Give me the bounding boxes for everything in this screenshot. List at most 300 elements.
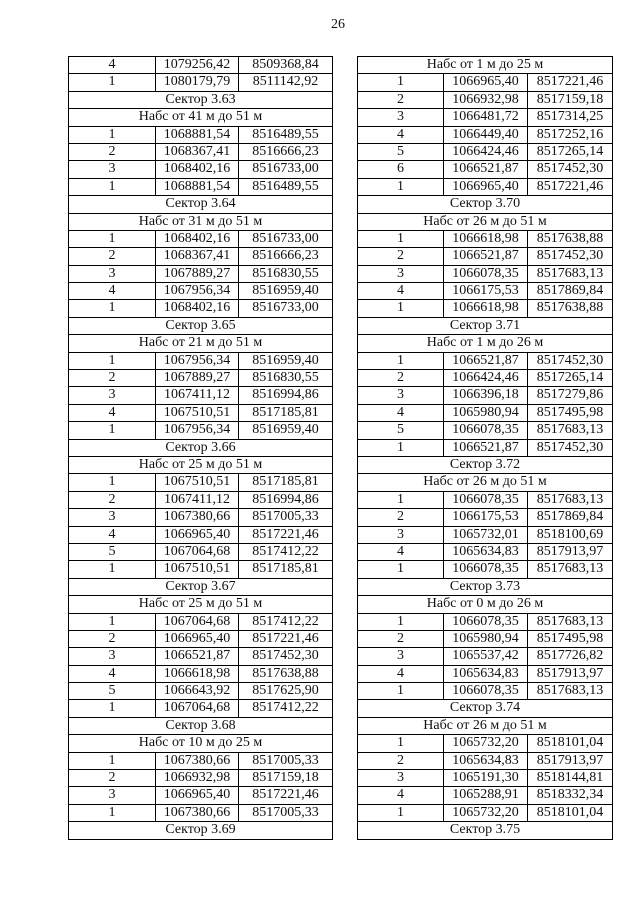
coordinate-row bbox=[69, 805, 333, 822]
point-number: 1 bbox=[358, 179, 444, 196]
point-number: 1 bbox=[358, 683, 444, 700]
coordinate-x-value: 1066078,35 bbox=[444, 422, 528, 439]
coordinate-row bbox=[358, 631, 613, 648]
sector-title-row bbox=[358, 822, 613, 839]
point-number: 1 bbox=[358, 492, 444, 509]
height-range-row bbox=[358, 57, 613, 74]
height-range-row bbox=[69, 735, 333, 752]
coordinate-y-value: 8516489,55 bbox=[239, 179, 333, 196]
point-number: 2 bbox=[358, 509, 444, 526]
coordinate-row bbox=[358, 805, 613, 822]
coordinate-row bbox=[358, 683, 613, 700]
height-range-label: Набс от 31 м до 51 м bbox=[69, 214, 333, 231]
coordinate-x-value: 1066078,35 bbox=[444, 561, 528, 578]
height-range-label: Набс от 0 м до 26 м bbox=[358, 596, 613, 613]
point-number: 4 bbox=[358, 127, 444, 144]
coordinate-row bbox=[358, 266, 613, 283]
point-number: 2 bbox=[69, 370, 156, 387]
coordinate-y-value: 8516959,40 bbox=[239, 422, 333, 439]
point-number: 3 bbox=[69, 787, 156, 804]
coordinate-y-value: 8509368,84 bbox=[239, 57, 333, 74]
coordinate-x-value: 1067889,27 bbox=[156, 266, 239, 283]
coordinate-row bbox=[69, 266, 333, 283]
height-range-row bbox=[358, 335, 613, 352]
coordinate-x-value: 1065634,83 bbox=[444, 753, 528, 770]
coordinate-x-value: 1065634,83 bbox=[444, 544, 528, 561]
point-number: 1 bbox=[69, 700, 156, 717]
coordinate-y-value: 8517683,13 bbox=[528, 614, 613, 631]
coordinate-x-value: 1080179,79 bbox=[156, 74, 239, 91]
coordinate-y-value: 8517913,97 bbox=[528, 544, 613, 561]
point-number: 1 bbox=[358, 440, 444, 457]
point-number: 1 bbox=[358, 231, 444, 248]
coordinate-x-value: 1066175,53 bbox=[444, 509, 528, 526]
coordinate-y-value: 8517913,97 bbox=[528, 666, 613, 683]
point-number: 1 bbox=[69, 805, 156, 822]
coordinate-x-value: 1066424,46 bbox=[444, 370, 528, 387]
coordinate-row bbox=[69, 387, 333, 404]
coordinate-row bbox=[69, 492, 333, 509]
coordinate-x-value: 1068402,16 bbox=[156, 300, 239, 317]
point-number: 1 bbox=[69, 231, 156, 248]
coordinate-row bbox=[69, 370, 333, 387]
coordinate-x-value: 1066449,40 bbox=[444, 127, 528, 144]
point-number: 1 bbox=[358, 805, 444, 822]
sector-title-row bbox=[69, 718, 333, 735]
point-number: 3 bbox=[358, 527, 444, 544]
coordinate-x-value: 1067956,34 bbox=[156, 422, 239, 439]
sector-title-row bbox=[69, 92, 333, 109]
coordinate-y-value: 8517683,13 bbox=[528, 683, 613, 700]
coordinate-x-value: 1067064,68 bbox=[156, 700, 239, 717]
height-range-label: Набс от 26 м до 51 м bbox=[358, 214, 613, 231]
coordinate-x-value: 1067380,66 bbox=[156, 805, 239, 822]
sector-title: Сектор 3.74 bbox=[358, 700, 613, 717]
point-number: 3 bbox=[69, 387, 156, 404]
coordinate-x-value: 1067510,51 bbox=[156, 474, 239, 491]
point-number: 4 bbox=[358, 544, 444, 561]
left-coordinates-table bbox=[68, 56, 333, 840]
coordinate-row bbox=[358, 248, 613, 265]
sector-title-row bbox=[69, 440, 333, 457]
coordinate-x-value: 1068367,41 bbox=[156, 248, 239, 265]
height-range-label: Набс от 25 м до 51 м bbox=[69, 596, 333, 613]
coordinate-row bbox=[69, 283, 333, 300]
coordinate-row bbox=[358, 179, 613, 196]
height-range-row bbox=[358, 474, 613, 491]
point-number: 4 bbox=[69, 666, 156, 683]
coordinate-x-value: 1065980,94 bbox=[444, 631, 528, 648]
coordinate-y-value: 8517005,33 bbox=[239, 753, 333, 770]
coordinate-y-value: 8516959,40 bbox=[239, 353, 333, 370]
coordinate-y-value: 8517221,46 bbox=[239, 787, 333, 804]
coordinate-y-value: 8517005,33 bbox=[239, 509, 333, 526]
coordinate-y-value: 8517412,22 bbox=[239, 544, 333, 561]
point-number: 2 bbox=[358, 248, 444, 265]
coordinate-row bbox=[358, 770, 613, 787]
point-number: 2 bbox=[69, 144, 156, 161]
coordinate-y-value: 8517221,46 bbox=[239, 527, 333, 544]
coordinate-y-value: 8517683,13 bbox=[528, 561, 613, 578]
point-number: 1 bbox=[358, 353, 444, 370]
coordinate-row bbox=[69, 561, 333, 578]
point-number: 2 bbox=[69, 492, 156, 509]
coordinate-y-value: 8517452,30 bbox=[528, 440, 613, 457]
coordinate-y-value: 8517185,81 bbox=[239, 561, 333, 578]
height-range-row bbox=[69, 457, 333, 474]
coordinate-row bbox=[69, 231, 333, 248]
coordinate-y-value: 8517638,88 bbox=[239, 666, 333, 683]
coordinate-y-value: 8517726,82 bbox=[528, 648, 613, 665]
point-number: 1 bbox=[358, 74, 444, 91]
coordinate-row bbox=[358, 353, 613, 370]
coordinate-row bbox=[69, 753, 333, 770]
coordinate-y-value: 8517452,30 bbox=[528, 353, 613, 370]
coordinate-x-value: 1066932,98 bbox=[444, 92, 528, 109]
sector-title: Сектор 3.63 bbox=[69, 92, 333, 109]
coordinate-row bbox=[358, 787, 613, 804]
coordinate-row bbox=[358, 144, 613, 161]
point-number: 2 bbox=[69, 631, 156, 648]
point-number: 1 bbox=[358, 735, 444, 752]
point-number: 1 bbox=[69, 422, 156, 439]
coordinate-x-value: 1065634,83 bbox=[444, 666, 528, 683]
coordinate-x-value: 1066078,35 bbox=[444, 683, 528, 700]
coordinate-y-value: 8516830,55 bbox=[239, 370, 333, 387]
sector-title-row bbox=[69, 196, 333, 213]
point-number: 1 bbox=[69, 753, 156, 770]
coordinate-y-value: 8517638,88 bbox=[528, 231, 613, 248]
coordinate-row bbox=[69, 787, 333, 804]
point-number: 1 bbox=[358, 300, 444, 317]
coordinate-x-value: 1068402,16 bbox=[156, 231, 239, 248]
sector-title: Сектор 3.66 bbox=[69, 440, 333, 457]
point-number: 2 bbox=[358, 753, 444, 770]
coordinate-x-value: 1066521,87 bbox=[156, 648, 239, 665]
height-range-row bbox=[358, 214, 613, 231]
coordinate-x-value: 1066175,53 bbox=[444, 283, 528, 300]
coordinate-y-value: 8517412,22 bbox=[239, 614, 333, 631]
coordinate-y-value: 8517495,98 bbox=[528, 631, 613, 648]
page-number: 26 bbox=[331, 17, 345, 32]
coordinate-y-value: 8517683,13 bbox=[528, 422, 613, 439]
point-number: 4 bbox=[69, 405, 156, 422]
point-number: 4 bbox=[69, 527, 156, 544]
coordinate-row bbox=[358, 231, 613, 248]
point-number: 5 bbox=[69, 544, 156, 561]
coordinate-row bbox=[69, 544, 333, 561]
point-number: 1 bbox=[69, 474, 156, 491]
coordinate-row bbox=[69, 631, 333, 648]
coordinate-row bbox=[358, 161, 613, 178]
height-range-label: Набс от 26 м до 51 м bbox=[358, 718, 613, 735]
coordinate-y-value: 8518101,04 bbox=[528, 805, 613, 822]
sector-title-row bbox=[358, 457, 613, 474]
coordinate-x-value: 1066643,92 bbox=[156, 683, 239, 700]
coordinate-row bbox=[69, 179, 333, 196]
coordinate-row bbox=[69, 614, 333, 631]
coordinate-y-value: 8516994,86 bbox=[239, 387, 333, 404]
coordinate-y-value: 8516733,00 bbox=[239, 231, 333, 248]
coordinate-y-value: 8516830,55 bbox=[239, 266, 333, 283]
coordinate-y-value: 8517221,46 bbox=[528, 179, 613, 196]
point-number: 1 bbox=[69, 74, 156, 91]
coordinate-x-value: 1065732,20 bbox=[444, 735, 528, 752]
coordinate-x-value: 1066521,87 bbox=[444, 440, 528, 457]
coordinate-x-value: 1067380,66 bbox=[156, 509, 239, 526]
coordinate-row bbox=[358, 735, 613, 752]
coordinate-row bbox=[358, 614, 613, 631]
coordinate-row bbox=[358, 561, 613, 578]
point-number: 3 bbox=[358, 387, 444, 404]
coordinate-y-value: 8517185,81 bbox=[239, 405, 333, 422]
coordinate-x-value: 1065537,42 bbox=[444, 648, 528, 665]
coordinate-x-value: 1066078,35 bbox=[444, 266, 528, 283]
coordinate-x-value: 1068881,54 bbox=[156, 127, 239, 144]
coordinate-row bbox=[69, 300, 333, 317]
coordinate-row bbox=[358, 753, 613, 770]
coordinate-x-value: 1068881,54 bbox=[156, 179, 239, 196]
sector-title: Сектор 3.65 bbox=[69, 318, 333, 335]
coordinate-y-value: 8517265,14 bbox=[528, 144, 613, 161]
coordinate-x-value: 1066618,98 bbox=[444, 300, 528, 317]
coordinate-y-value: 8518101,04 bbox=[528, 735, 613, 752]
coordinate-x-value: 1067510,51 bbox=[156, 405, 239, 422]
coordinate-y-value: 8517495,98 bbox=[528, 405, 613, 422]
sector-title: Сектор 3.75 bbox=[358, 822, 613, 839]
point-number: 4 bbox=[358, 283, 444, 300]
coordinate-x-value: 1065191,30 bbox=[444, 770, 528, 787]
coordinate-x-value: 1079256,42 bbox=[156, 57, 239, 74]
height-range-row bbox=[69, 335, 333, 352]
coordinate-y-value: 8517683,13 bbox=[528, 266, 613, 283]
coordinate-row bbox=[358, 387, 613, 404]
height-range-row bbox=[69, 214, 333, 231]
coordinate-y-value: 8517005,33 bbox=[239, 805, 333, 822]
coordinate-y-value: 8516666,23 bbox=[239, 144, 333, 161]
coordinate-x-value: 1067411,12 bbox=[156, 387, 239, 404]
coordinate-x-value: 1066521,87 bbox=[444, 353, 528, 370]
coordinate-x-value: 1066932,98 bbox=[156, 770, 239, 787]
coordinate-x-value: 1067889,27 bbox=[156, 370, 239, 387]
coordinate-row bbox=[69, 770, 333, 787]
coordinate-x-value: 1066481,72 bbox=[444, 109, 528, 126]
coordinate-y-value: 8517185,81 bbox=[239, 474, 333, 491]
point-number: 2 bbox=[69, 248, 156, 265]
coordinate-y-value: 8518332,34 bbox=[528, 787, 613, 804]
coordinate-row bbox=[358, 492, 613, 509]
point-number: 3 bbox=[69, 161, 156, 178]
coordinate-x-value: 1068367,41 bbox=[156, 144, 239, 161]
coordinate-row bbox=[69, 527, 333, 544]
point-number: 1 bbox=[69, 300, 156, 317]
coordinate-row bbox=[358, 527, 613, 544]
sector-title-row bbox=[358, 318, 613, 335]
coordinate-x-value: 1066521,87 bbox=[444, 161, 528, 178]
coordinate-row bbox=[69, 127, 333, 144]
height-range-label: Набс от 10 м до 25 м bbox=[69, 735, 333, 752]
coordinate-y-value: 8517638,88 bbox=[528, 300, 613, 317]
coordinate-row bbox=[69, 353, 333, 370]
coordinate-x-value: 1066521,87 bbox=[444, 248, 528, 265]
sector-title-row bbox=[69, 579, 333, 596]
point-number: 1 bbox=[358, 561, 444, 578]
coordinate-y-value: 8517412,22 bbox=[239, 700, 333, 717]
coordinate-row bbox=[358, 405, 613, 422]
coordinate-y-value: 8518144,81 bbox=[528, 770, 613, 787]
coordinate-row bbox=[358, 283, 613, 300]
coordinate-row bbox=[69, 74, 333, 91]
coordinate-x-value: 1066618,98 bbox=[156, 666, 239, 683]
point-number: 3 bbox=[69, 648, 156, 665]
coordinate-x-value: 1066965,40 bbox=[444, 179, 528, 196]
point-number: 3 bbox=[69, 509, 156, 526]
coordinate-x-value: 1068402,16 bbox=[156, 161, 239, 178]
coordinate-x-value: 1065288,91 bbox=[444, 787, 528, 804]
height-range-label: Набс от 1 м до 25 м bbox=[358, 57, 613, 74]
coordinate-row bbox=[69, 683, 333, 700]
sector-title-row bbox=[69, 318, 333, 335]
coordinate-y-value: 8518100,69 bbox=[528, 527, 613, 544]
sector-title: Сектор 3.72 bbox=[358, 457, 613, 474]
coordinate-y-value: 8517221,46 bbox=[528, 74, 613, 91]
coordinate-row bbox=[358, 109, 613, 126]
height-range-row bbox=[69, 596, 333, 613]
coordinate-row bbox=[358, 666, 613, 683]
height-range-row bbox=[358, 718, 613, 735]
point-number: 2 bbox=[358, 92, 444, 109]
coordinate-x-value: 1067510,51 bbox=[156, 561, 239, 578]
coordinate-y-value: 8517452,30 bbox=[528, 161, 613, 178]
point-number: 5 bbox=[358, 422, 444, 439]
height-range-row bbox=[358, 596, 613, 613]
coordinate-x-value: 1066618,98 bbox=[444, 231, 528, 248]
point-number: 5 bbox=[69, 683, 156, 700]
coordinate-row bbox=[69, 57, 333, 74]
point-number: 6 bbox=[358, 161, 444, 178]
coordinate-row bbox=[358, 127, 613, 144]
sector-title: Сектор 3.68 bbox=[69, 718, 333, 735]
point-number: 3 bbox=[358, 770, 444, 787]
point-number: 5 bbox=[358, 144, 444, 161]
coordinate-row bbox=[69, 700, 333, 717]
coordinate-x-value: 1067064,68 bbox=[156, 614, 239, 631]
coordinate-row bbox=[358, 74, 613, 91]
coordinate-x-value: 1066965,40 bbox=[156, 787, 239, 804]
point-number: 1 bbox=[69, 179, 156, 196]
sector-title-row bbox=[358, 700, 613, 717]
height-range-label: Набс от 1 м до 26 м bbox=[358, 335, 613, 352]
point-number: 1 bbox=[358, 614, 444, 631]
coordinate-row bbox=[358, 509, 613, 526]
coordinate-row bbox=[358, 370, 613, 387]
coordinate-y-value: 8517159,18 bbox=[239, 770, 333, 787]
coordinate-y-value: 8517913,97 bbox=[528, 753, 613, 770]
sector-title: Сектор 3.69 bbox=[69, 822, 333, 839]
coordinate-row bbox=[69, 666, 333, 683]
coordinate-y-value: 8516733,00 bbox=[239, 300, 333, 317]
sector-title: Сектор 3.73 bbox=[358, 579, 613, 596]
coordinate-x-value: 1065732,01 bbox=[444, 527, 528, 544]
coordinate-x-value: 1066965,40 bbox=[444, 74, 528, 91]
coordinate-row bbox=[358, 92, 613, 109]
coordinate-row bbox=[358, 300, 613, 317]
sector-title-row bbox=[358, 579, 613, 596]
coordinate-row bbox=[69, 144, 333, 161]
coordinate-y-value: 8517625,90 bbox=[239, 683, 333, 700]
coordinate-y-value: 8516994,86 bbox=[239, 492, 333, 509]
right-coordinates-table bbox=[357, 56, 613, 840]
coordinate-y-value: 8516489,55 bbox=[239, 127, 333, 144]
point-number: 4 bbox=[69, 283, 156, 300]
height-range-label: Набс от 21 м до 51 м bbox=[69, 335, 333, 352]
coordinate-y-value: 8517265,14 bbox=[528, 370, 613, 387]
point-number: 4 bbox=[69, 57, 156, 74]
coordinate-row bbox=[69, 422, 333, 439]
point-number: 4 bbox=[358, 787, 444, 804]
point-number: 1 bbox=[69, 561, 156, 578]
coordinate-y-value: 8511142,92 bbox=[239, 74, 333, 91]
height-range-label: Набс от 41 м до 51 м bbox=[69, 109, 333, 126]
coordinate-row bbox=[358, 422, 613, 439]
coordinate-y-value: 8517314,25 bbox=[528, 109, 613, 126]
point-number: 4 bbox=[358, 666, 444, 683]
coordinate-x-value: 1066078,35 bbox=[444, 614, 528, 631]
sector-title-row bbox=[358, 196, 613, 213]
coordinate-x-value: 1065732,20 bbox=[444, 805, 528, 822]
coordinate-row bbox=[69, 509, 333, 526]
coordinate-x-value: 1066965,40 bbox=[156, 527, 239, 544]
point-number: 1 bbox=[69, 353, 156, 370]
height-range-row bbox=[69, 109, 333, 126]
coordinate-y-value: 8516733,00 bbox=[239, 161, 333, 178]
coordinate-x-value: 1066424,46 bbox=[444, 144, 528, 161]
coordinate-row bbox=[69, 248, 333, 265]
coordinate-x-value: 1067064,68 bbox=[156, 544, 239, 561]
coordinate-x-value: 1065980,94 bbox=[444, 405, 528, 422]
coordinate-y-value: 8517452,30 bbox=[528, 248, 613, 265]
coordinate-x-value: 1067956,34 bbox=[156, 283, 239, 300]
coordinate-y-value: 8517159,18 bbox=[528, 92, 613, 109]
height-range-label: Набс от 25 м до 51 м bbox=[69, 457, 333, 474]
coordinate-y-value: 8516666,23 bbox=[239, 248, 333, 265]
coordinate-row bbox=[358, 544, 613, 561]
coordinate-y-value: 8517221,46 bbox=[239, 631, 333, 648]
sector-title: Сектор 3.70 bbox=[358, 196, 613, 213]
point-number: 2 bbox=[358, 370, 444, 387]
coordinate-row bbox=[69, 161, 333, 178]
point-number: 3 bbox=[69, 266, 156, 283]
coordinate-row bbox=[69, 405, 333, 422]
coordinate-x-value: 1067411,12 bbox=[156, 492, 239, 509]
coordinate-x-value: 1067380,66 bbox=[156, 753, 239, 770]
height-range-label: Набс от 26 м до 51 м bbox=[358, 474, 613, 491]
coordinate-row bbox=[358, 648, 613, 665]
coordinate-y-value: 8517683,13 bbox=[528, 492, 613, 509]
point-number: 2 bbox=[69, 770, 156, 787]
coordinate-y-value: 8517869,84 bbox=[528, 283, 613, 300]
coordinate-x-value: 1066396,18 bbox=[444, 387, 528, 404]
coordinate-x-value: 1067956,34 bbox=[156, 353, 239, 370]
sector-title-row bbox=[69, 822, 333, 839]
coordinate-x-value: 1066078,35 bbox=[444, 492, 528, 509]
point-number: 1 bbox=[69, 127, 156, 144]
point-number: 3 bbox=[358, 109, 444, 126]
coordinate-y-value: 8517452,30 bbox=[239, 648, 333, 665]
point-number: 3 bbox=[358, 266, 444, 283]
coordinate-row bbox=[69, 648, 333, 665]
point-number: 3 bbox=[358, 648, 444, 665]
